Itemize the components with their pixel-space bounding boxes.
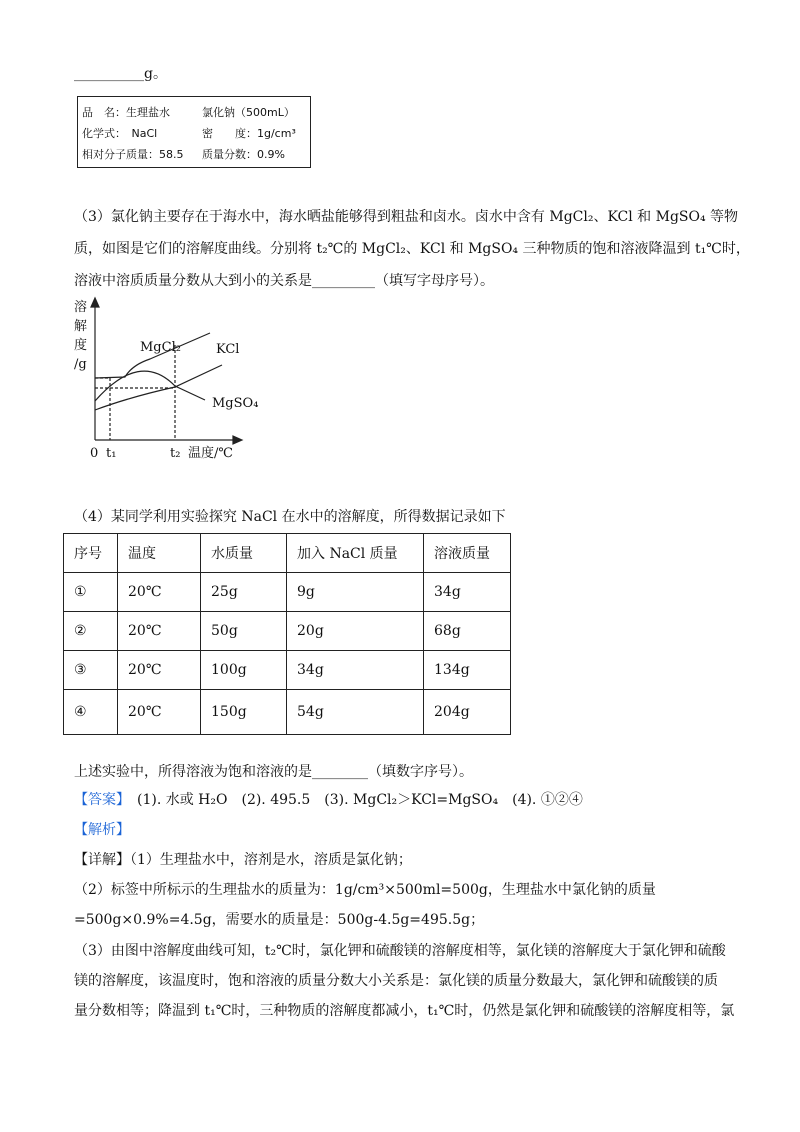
table-header-cell: 水质量 (201, 534, 287, 573)
table-cell: 20℃ (118, 612, 201, 651)
detail-line-4: （3）由图中溶解度曲线可知，t₂℃时，氯化钾和硫酸镁的溶解度相等，氯化镁的溶解度大于氯化钾和硫酸 (74, 943, 726, 959)
y-label-char-3: 度 (74, 338, 88, 353)
label-mass-fraction: 质量分数：0.9% (202, 148, 285, 161)
table-cell: ④ (64, 690, 118, 735)
y-axis-arrow (91, 298, 99, 307)
table-cell: 34g (424, 573, 511, 612)
answer-text: (1). 水或 H₂O (2). 495.5 (3). MgCl₂＞KCl=MgSO₄ (4). ①②④ (137, 792, 583, 808)
table-row (64, 651, 511, 690)
series-label-mgcl2: MgCl₂ (140, 340, 181, 355)
table-cell: 9g (287, 573, 424, 612)
table-cell: 134g (424, 651, 511, 690)
fill-blank-line (74, 64, 167, 84)
table-header-cell: 温度 (118, 534, 201, 573)
t1-label: t₁ (106, 446, 117, 461)
y-label-char-1: 溶 (74, 300, 88, 315)
detail-line-6: 量分数相等；降温到 t₁℃时，三种物质的溶解度都减小，t₁℃时，仍然是氯化钾和硫酸镁的溶解度相等，氯 (74, 1003, 735, 1019)
y-label-char-4: /g (74, 357, 87, 372)
table-header-row (64, 534, 511, 573)
table-cell: ① (64, 573, 118, 612)
table-cell: 20℃ (118, 690, 201, 735)
x-axis-label: 温度/℃ (188, 446, 233, 461)
t2-label: t₂ (170, 446, 181, 461)
series-label-mgso4: MgSO₄ (212, 396, 259, 411)
table-cell: 68g (424, 612, 511, 651)
series-label-kcl: KCl (216, 342, 240, 357)
solubility-curve-figure (70, 295, 260, 465)
table-row (64, 690, 511, 735)
label-name: 品 名：生理盐水 (82, 106, 170, 119)
table-cell: 20g (287, 612, 424, 651)
table-cell: ② (64, 612, 118, 651)
detail-line-2: （2）标签中所标示的生理盐水的质量为：1g/cm³×500ml=500g，生理盐水中氯化钠的质量 (74, 882, 656, 898)
table-row (64, 612, 511, 651)
blank: __________ (74, 66, 144, 82)
y-label-char-2: 解 (74, 319, 88, 334)
label-molar-mass: 相对分子质量：58.5 (82, 148, 184, 161)
q3-line-3: 溶液中溶质质量分数从大到小的关系是_________（填写字母序号）。 (74, 273, 494, 289)
table-cell: 54g (287, 690, 424, 735)
q3-line-2: 质，如图是它们的溶解度曲线。分别将 t₂℃的 MgCl₂、KCl 和 MgSO₄ 三种物质的饱和溶液降温到 t₁℃时， (74, 241, 750, 257)
table-header-cell: 加入 NaCl 质量 (287, 534, 424, 573)
x-axis-arrow (233, 436, 242, 444)
table-header-cell: 序号 (64, 534, 118, 573)
q4-after: 上述实验中，所得溶液为饱和溶液的是________（填数字序号）。 (74, 764, 473, 780)
saline-label-box (77, 96, 311, 168)
curve-mgso4 (95, 371, 205, 401)
curve-kcl (95, 365, 222, 410)
detail-line-3: =500g×0.9%=4.5g，需要水的质量是：500g-4.5g=495.5g； (74, 912, 485, 928)
table-header-cell: 溶液质量 (424, 534, 511, 573)
table-cell: 20℃ (118, 573, 201, 612)
table-cell: 34g (287, 651, 424, 690)
q3-line-1: （3）氯化钠主要存在于海水中，海水晒盐能够得到粗盐和卤水。卤水中含有 MgCl₂、KCl 和 MgSO₄ 等物 (74, 209, 739, 225)
table-cell: 204g (424, 690, 511, 735)
table-cell: 50g (201, 612, 287, 651)
solubility-data-table (63, 533, 511, 735)
table-row (64, 573, 511, 612)
table-cell: 25g (201, 573, 287, 612)
answer-line (74, 790, 583, 810)
table-cell: 100g (201, 651, 287, 690)
label-row-1 (82, 104, 170, 120)
label-density: 密 度：1g/cm³ (202, 127, 296, 140)
table-cell: 20℃ (118, 651, 201, 690)
analysis-tag: 【解析】 (74, 822, 130, 838)
label-volume: 氯化钠（500mL） (202, 106, 295, 119)
origin-label: 0 (90, 446, 99, 461)
label-formula: 化学式： NaCl (82, 127, 158, 140)
detail-line-1: 【详解】（1）生理盐水中，溶剂是水，溶质是氯化钠； (74, 852, 412, 868)
detail-line-5: 镁的溶解度，该温度时，饱和溶液的质量分数大小关系是：氯化镁的质量分数最大，氯化钾和硫酸镁的质 (74, 973, 718, 989)
answer-tag: 【答案】 (74, 792, 123, 808)
table-cell: 150g (201, 690, 287, 735)
table-cell: ③ (64, 651, 118, 690)
blank-unit: g。 (144, 66, 167, 82)
q4-intro: （4）某同学利用实验探究 NaCl 在水中的溶解度，所得数据记录如下 (74, 509, 506, 525)
